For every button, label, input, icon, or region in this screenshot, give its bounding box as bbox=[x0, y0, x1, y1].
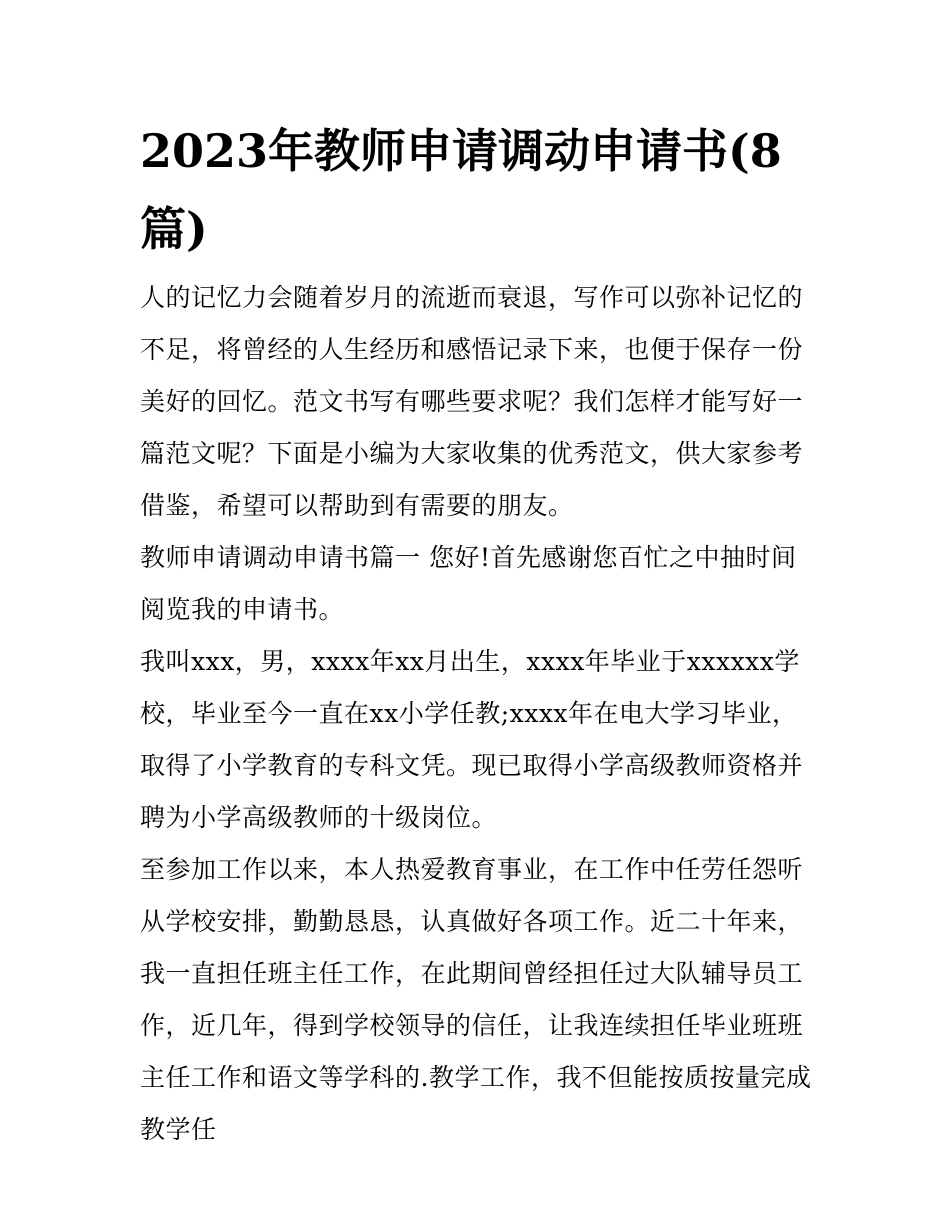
paragraph-self-introduction: 我叫xxx，男，xxxx年xx月出生，xxxx年毕业于xxxxxx学校，毕业至今一直在xx小学任教;xxxx年在电大学习毕业，取得了小学教育的专科文凭。现已取得小学高级教师资格并聘为小学高级教师的十级岗位。 bbox=[140, 647, 804, 832]
paragraph-greeting: 教师申请调动申请书篇一 您好!首先感谢您百忙之中抽时间阅览我的申请书。 bbox=[140, 543, 797, 624]
document-body bbox=[140, 272, 812, 1156]
paragraph-work-experience: 至参加工作以来，本人热爱教育事业，在工作中任劳任怨听从学校安排，勤勤恳恳，认真做好各项工作。近二十年来，我一直担任班主任工作，在此期间曾经担任过大队辅导员工作，近几年，得到学校领导的信任，让我连续担任毕业班班主任工作和语文等学科的.教学工作，我不但能按质按量完成教学任 bbox=[140, 855, 812, 1144]
document-title: 2023年教师申请调动申请书(8篇) bbox=[140, 124, 782, 256]
paragraph-intro: 人的记忆力会随着岁月的流逝而衰退，写作可以弥补记忆的不足，将曾经的人生经历和感悟记录下来，也便于保存一份美好的回忆。范文书写有哪些要求呢？我们怎样才能写好一篇范文呢？下面是小编为大家收集的优秀范文，供大家参考借鉴，希望可以帮助到有需要的朋友。 bbox=[140, 283, 804, 520]
